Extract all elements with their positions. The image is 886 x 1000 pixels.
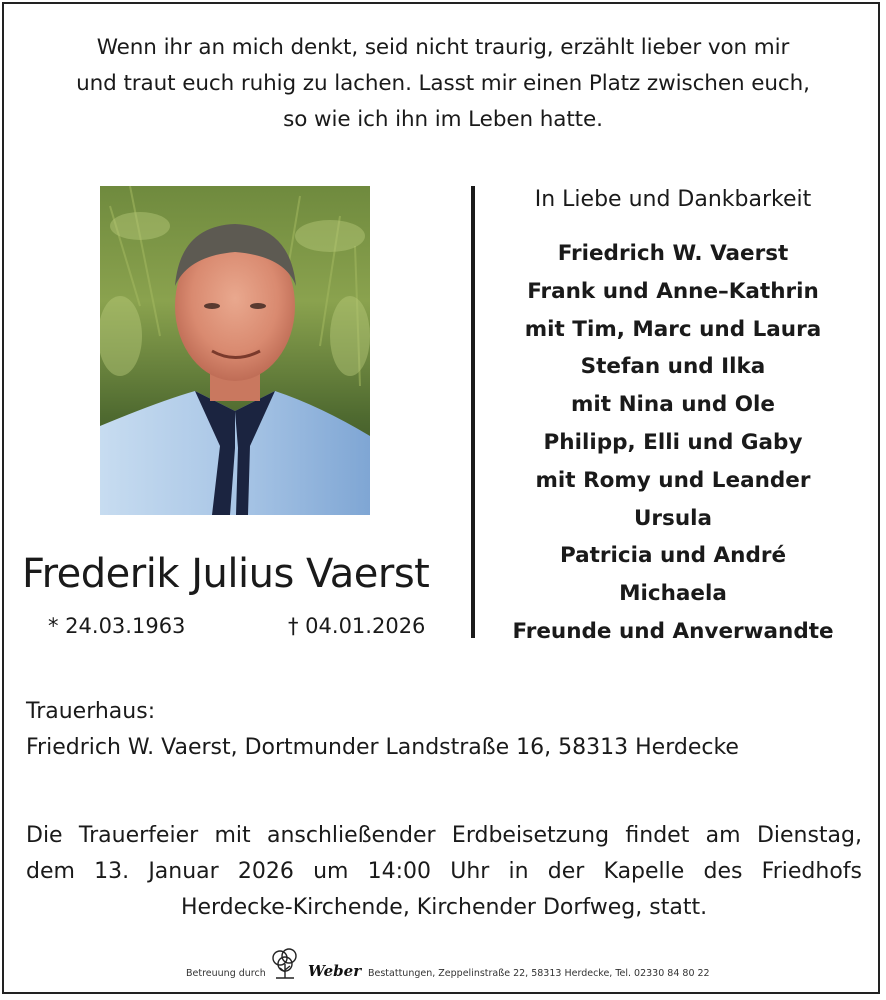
mourner-name: Friedrich W. Vaerst — [557, 241, 789, 266]
birth-date: * 24.03.1963 — [48, 614, 186, 638]
house-of-mourning — [26, 694, 739, 766]
memorial-poem — [0, 30, 886, 138]
ceremony-line: Herdecke-Kirchende, Kirchender Dorfweg, statt. — [180, 895, 708, 920]
trauerhaus-label: Trauerhaus: — [26, 699, 156, 724]
funeral-notice — [26, 818, 862, 926]
tree-logo-icon — [268, 946, 302, 980]
mourner-name: mit Romy und Leander — [535, 467, 811, 493]
mourner-name: mit Nina und Ole — [571, 392, 775, 418]
death-date: † 04.01.2026 — [288, 614, 426, 638]
deceased-name: Frederik Julius Vaerst — [22, 551, 430, 597]
mourners-block — [480, 183, 866, 651]
vertical-divider — [471, 186, 475, 638]
poem-line: Wenn ihr an mich denkt, seid nicht traurig, erzählt lieber von mir — [96, 35, 790, 60]
mourner-name: Ursula — [633, 505, 713, 531]
trauerhaus-address: Friedrich W. Vaerst, Dortmunder Landstraße 16, 58313 Herdecke — [26, 735, 739, 760]
poem-line: und traut euch ruhig zu lachen. Lasst mir einen Platz zwischen euch, — [76, 71, 810, 96]
mourners-intro: In Liebe und Dankbarkeit — [534, 187, 812, 212]
mourners-list — [480, 235, 866, 651]
footer-brand: Weber — [308, 962, 362, 980]
poem-line: so wie ich ihn im Leben hatte. — [283, 107, 603, 132]
mourner-name: Michaela — [619, 581, 727, 607]
portrait-photo — [100, 186, 370, 515]
undertaker-footer — [0, 946, 886, 982]
footer-prefix: Betreuung durch — [186, 968, 266, 979]
mourner-name: Stefan und Ilka — [580, 354, 766, 380]
mourner-name: Freunde und Anverwandte — [512, 618, 834, 644]
ceremony-line: dem 13. Januar 2026 um 14:00 Uhr in der Kapelle des Friedhofs — [26, 859, 862, 884]
mourner-name: Philipp, Elli und Gaby — [543, 429, 803, 455]
footer-details: Bestattungen, Zeppelinstraße 22, 58313 Herdecke, Tel. 02330 84 80 22 — [368, 968, 710, 979]
mourner-name: mit Tim, Marc und Laura — [524, 316, 822, 342]
ceremony-line: Die Trauerfeier mit anschließender Erdbeisetzung findet am Dienstag, — [26, 823, 862, 848]
mourner-name: Patricia und André — [559, 543, 787, 569]
mourner-name: Frank und Anne–Kathrin — [527, 278, 819, 304]
